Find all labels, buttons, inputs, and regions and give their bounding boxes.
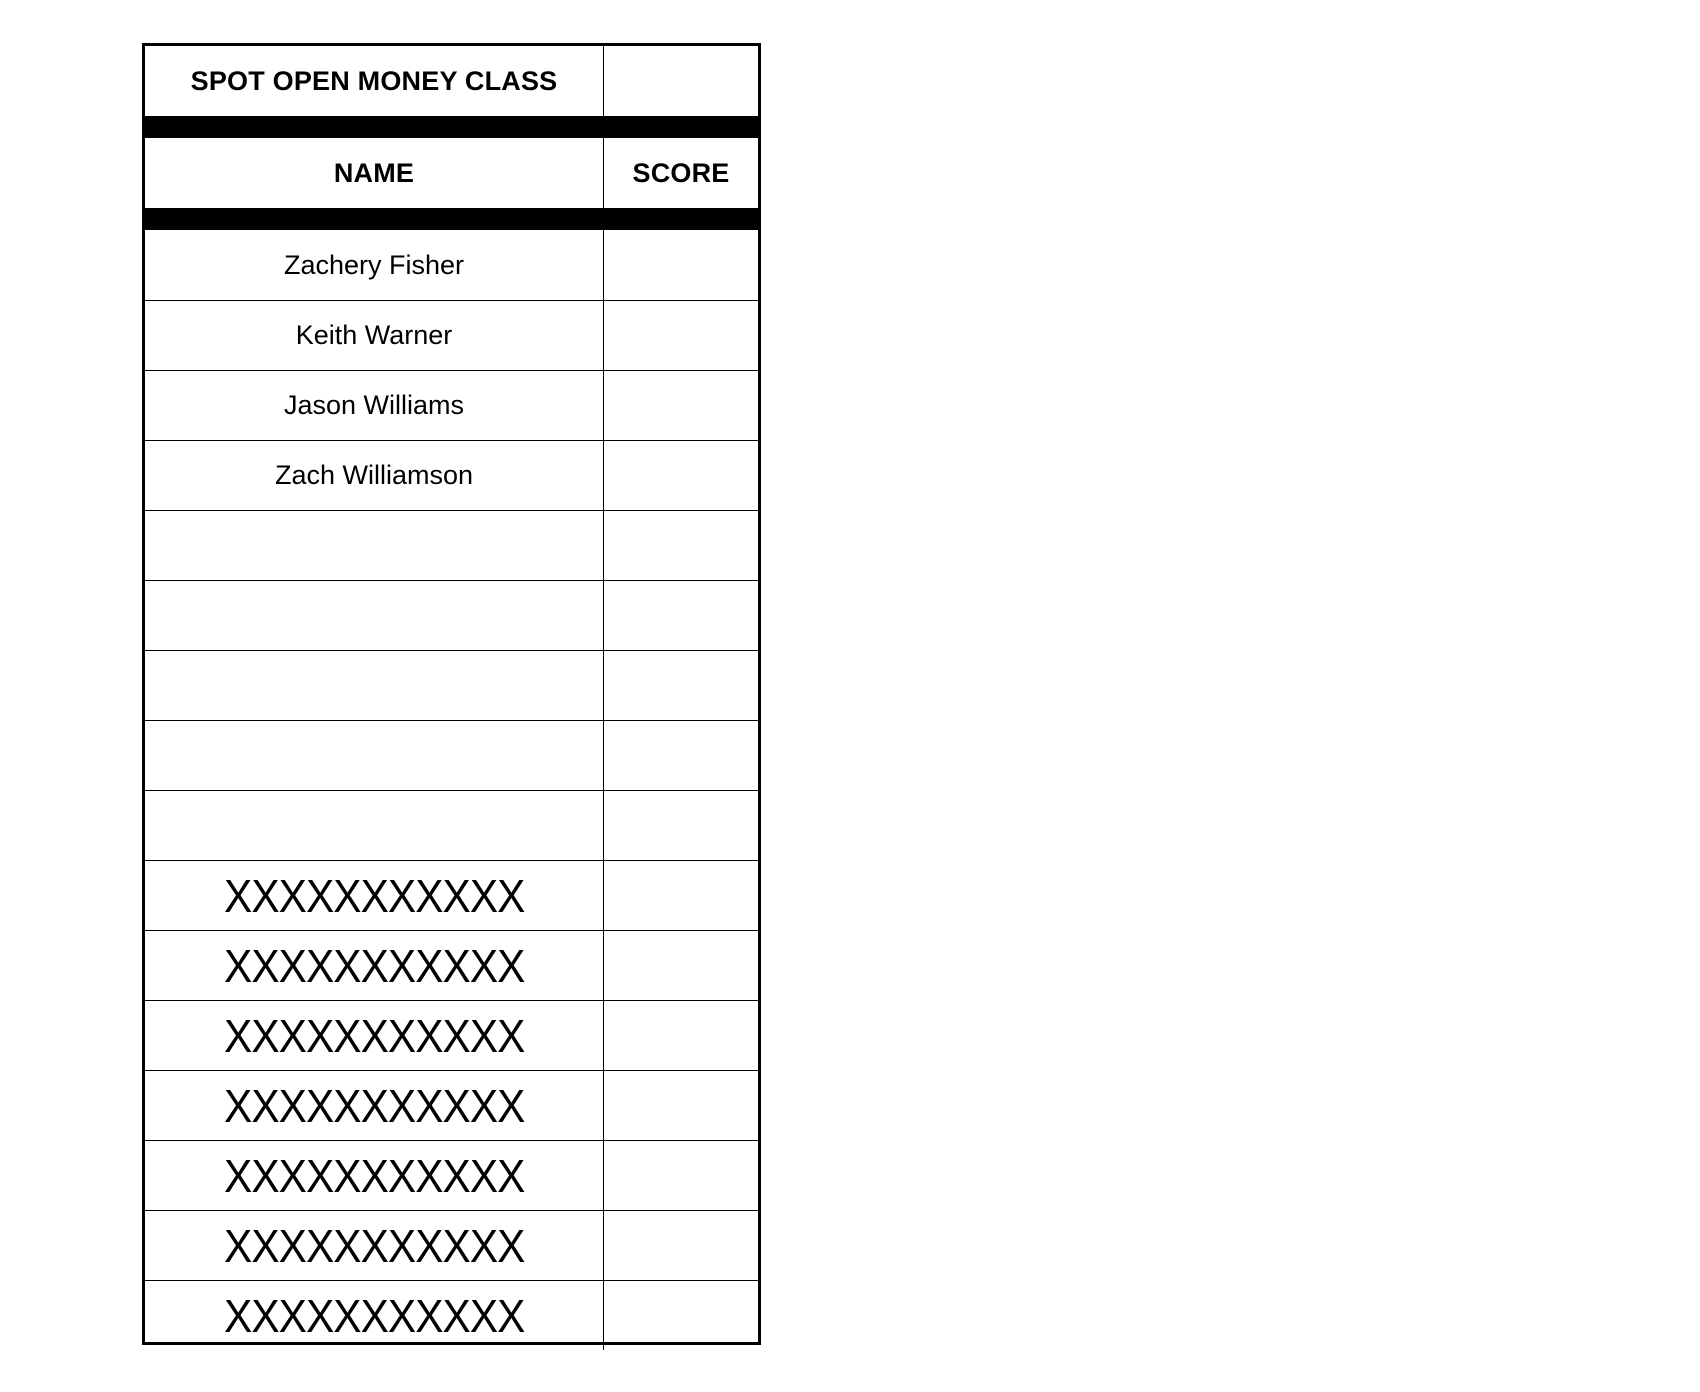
table-row: [145, 650, 758, 720]
entry-name: XXXXXXXXXXX: [223, 1219, 525, 1272]
entry-name: XXXXXXXXXXX: [223, 869, 525, 922]
entry-name-cell[interactable]: [145, 1281, 604, 1350]
entry-score-cell[interactable]: [604, 511, 758, 580]
entry-score-cell[interactable]: [604, 301, 758, 370]
table-row: [145, 1000, 758, 1070]
class-title-score-cell: [604, 46, 758, 116]
entry-name-cell[interactable]: [145, 651, 604, 720]
entry-score-cell[interactable]: [604, 371, 758, 440]
entry-name-cell[interactable]: [145, 1141, 604, 1210]
entry-score-cell[interactable]: [604, 581, 758, 650]
entry-score-cell[interactable]: [604, 1001, 758, 1070]
table-row: [145, 440, 758, 510]
score-sheet-table: [142, 43, 761, 1345]
entry-name-cell[interactable]: [145, 791, 604, 860]
entry-name-cell[interactable]: [145, 861, 604, 930]
entry-name-cell[interactable]: [145, 230, 604, 300]
entry-name-cell[interactable]: [145, 1001, 604, 1070]
entry-name-cell[interactable]: [145, 301, 604, 370]
entry-name-cell[interactable]: [145, 511, 604, 580]
separator-bar: [145, 208, 758, 230]
entry-score-cell[interactable]: [604, 1211, 758, 1280]
entry-name: Jason Williams: [283, 390, 465, 420]
entry-name-cell[interactable]: [145, 721, 604, 790]
entry-name-cell[interactable]: [145, 371, 604, 440]
entry-score-cell[interactable]: [604, 441, 758, 510]
table-row: [145, 1210, 758, 1280]
entry-score-cell[interactable]: [604, 931, 758, 1000]
class-title: SPOT OPEN MONEY CLASS: [190, 65, 558, 96]
entry-name: Keith Warner: [295, 320, 453, 350]
name-column-header-cell: [145, 138, 604, 208]
entry-score-cell[interactable]: [604, 791, 758, 860]
column-header-row: [145, 138, 758, 208]
entry-name: XXXXXXXXXXX: [223, 1079, 525, 1132]
table-row: [145, 1070, 758, 1140]
entry-score-cell[interactable]: [604, 861, 758, 930]
name-column-header: NAME: [333, 157, 415, 188]
entry-name-cell[interactable]: [145, 441, 604, 510]
entry-name-cell[interactable]: [145, 931, 604, 1000]
table-row: [145, 230, 758, 300]
table-row: [145, 370, 758, 440]
score-column-header-cell: [604, 138, 758, 208]
table-row: [145, 1280, 758, 1350]
table-row: [145, 300, 758, 370]
entry-score-cell[interactable]: [604, 721, 758, 790]
table-row: [145, 1140, 758, 1210]
entry-name: XXXXXXXXXXX: [223, 1289, 525, 1342]
entry-name: XXXXXXXXXXX: [223, 1009, 525, 1062]
table-row: [145, 580, 758, 650]
entry-name: XXXXXXXXXXX: [223, 1149, 525, 1202]
table-row: [145, 860, 758, 930]
entry-name-cell[interactable]: [145, 1211, 604, 1280]
entry-name: Zachery Fisher: [283, 249, 465, 280]
entry-name-cell[interactable]: [145, 1071, 604, 1140]
entries-list: [145, 230, 758, 1350]
entry-score-cell[interactable]: [604, 1071, 758, 1140]
entry-name-cell[interactable]: [145, 581, 604, 650]
table-row: [145, 510, 758, 580]
class-title-row: [145, 46, 758, 116]
entry-name: XXXXXXXXXXX: [223, 939, 525, 992]
entry-score-cell[interactable]: [604, 651, 758, 720]
entry-score-cell[interactable]: [604, 230, 758, 300]
entry-score-cell[interactable]: [604, 1281, 758, 1350]
entry-score-cell[interactable]: [604, 1141, 758, 1210]
table-row: [145, 790, 758, 860]
score-column-header: SCORE: [632, 157, 730, 188]
table-row: [145, 930, 758, 1000]
entry-name: Zach Williamson: [274, 460, 474, 490]
separator-bar: [145, 116, 758, 138]
class-title-cell: [145, 46, 604, 116]
table-row: [145, 720, 758, 790]
